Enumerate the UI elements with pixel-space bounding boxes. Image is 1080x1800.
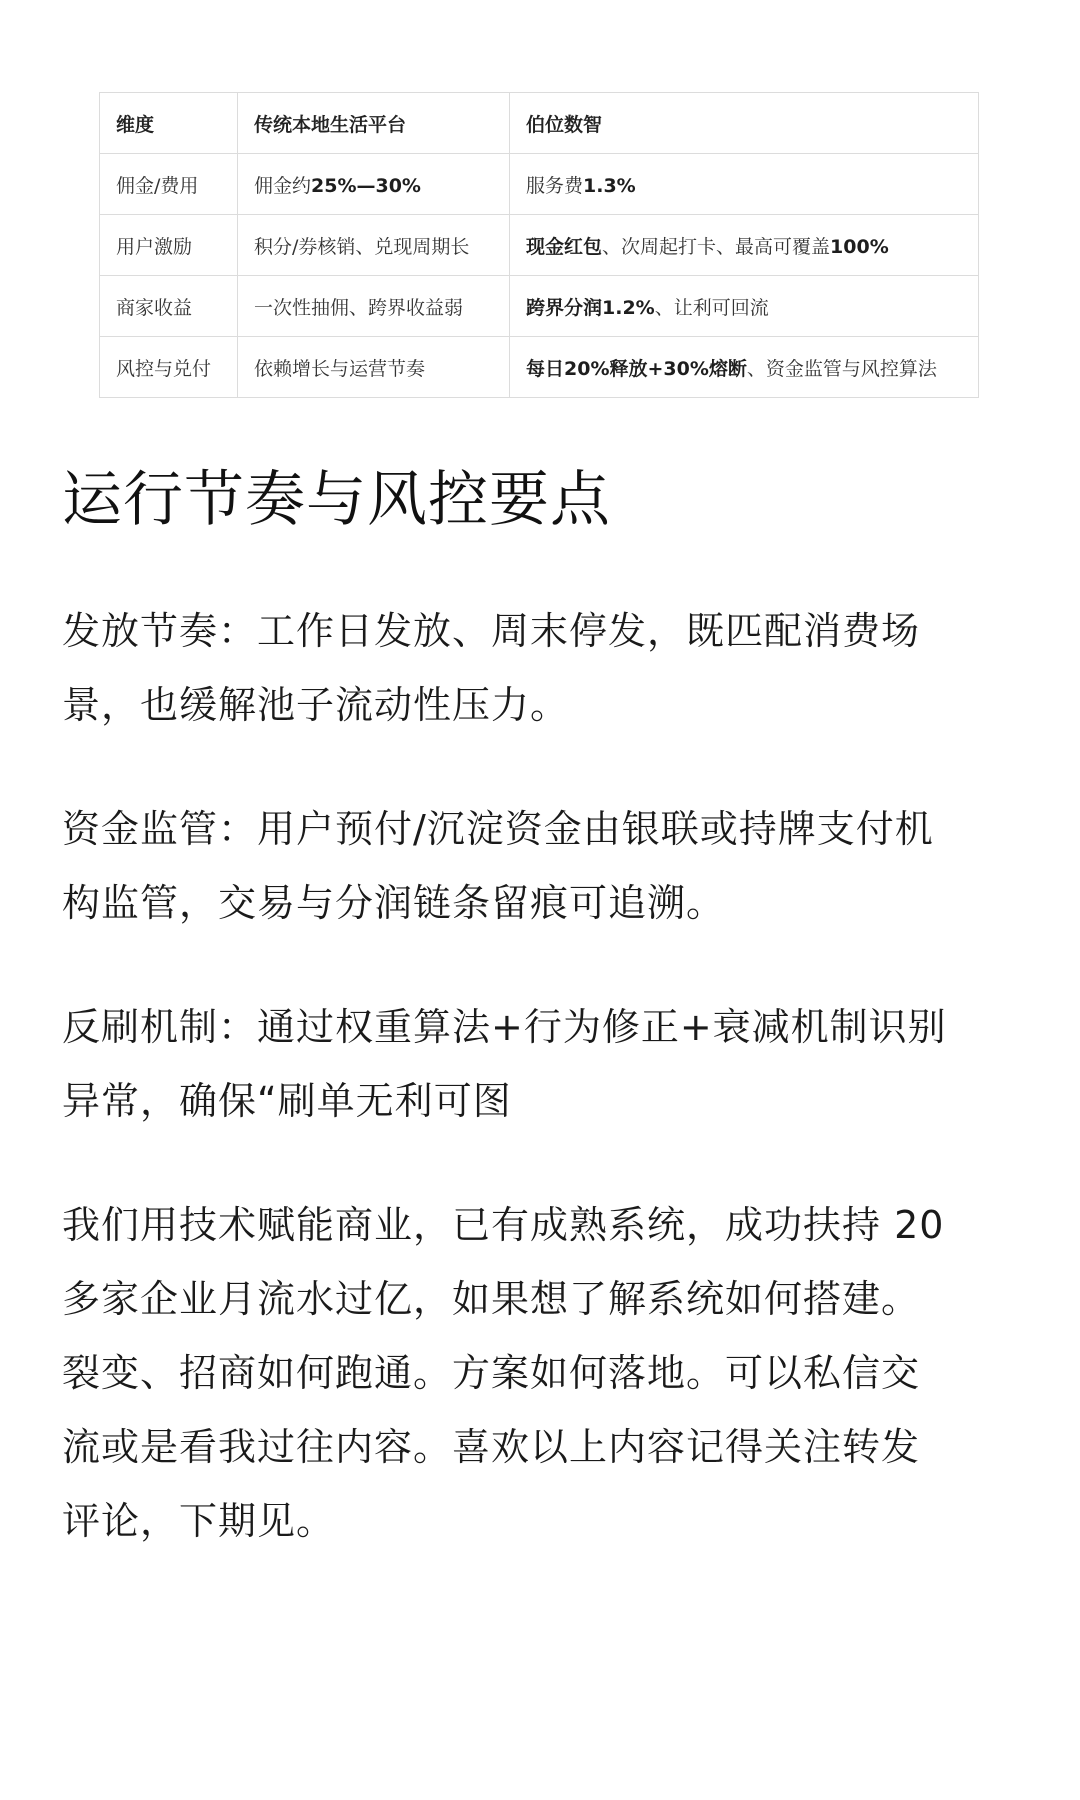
cell-bowei: 服务费1.3% bbox=[510, 154, 979, 215]
cell-dimension: 风控与兑付 bbox=[100, 337, 238, 398]
cell-dimension: 佣金/费用 bbox=[100, 154, 238, 215]
paragraph-line: 构监管，交易与分润链条留痕可追溯。 bbox=[62, 881, 726, 925]
header-bowei: 伯位数智 bbox=[510, 93, 979, 154]
comparison-table-image bbox=[99, 92, 978, 398]
cell-traditional: 一次性抽佣、跨界收益弱 bbox=[238, 276, 510, 337]
paragraph-line: 评论，下期见。 bbox=[62, 1499, 336, 1543]
paragraph-line: 流或是看我过往内容。喜欢以上内容记得关注转发 bbox=[62, 1425, 921, 1469]
cell-dimension: 用户激励 bbox=[100, 215, 238, 276]
paragraph-anti-fraud bbox=[62, 990, 1030, 1138]
paragraph-release-rhythm bbox=[62, 594, 1030, 742]
comparison-table bbox=[99, 92, 979, 398]
cell-traditional: 佣金约25%—30% bbox=[238, 154, 510, 215]
paragraph-line: 异常，确保“刷单无利可图 bbox=[62, 1079, 512, 1123]
paragraph-closing bbox=[62, 1188, 1030, 1558]
cell-dimension: 商家收益 bbox=[100, 276, 238, 337]
header-traditional-platform: 传统本地生活平台 bbox=[238, 93, 510, 154]
paragraph-line: 我们用技术赋能商业，已有成熟系统，成功扶持 20 bbox=[62, 1203, 945, 1247]
paragraph-fund-supervision bbox=[62, 792, 1030, 940]
cell-traditional: 积分/券核销、兑现周期长 bbox=[238, 215, 510, 276]
table-row bbox=[100, 337, 979, 398]
paragraph-line: 反刷机制：通过权重算法+行为修正+衰减机制识别 bbox=[62, 1005, 947, 1049]
cell-bowei: 跨界分润1.2%、让利可回流 bbox=[510, 276, 979, 337]
table-header-row bbox=[100, 93, 979, 154]
cell-bowei: 每日20%释放+30%熔断、资金监管与风控算法 bbox=[510, 337, 979, 398]
paragraph-line: 裂变、招商如何跑通。方案如何落地。可以私信交 bbox=[62, 1351, 921, 1395]
cell-traditional: 依赖增长与运营节奏 bbox=[238, 337, 510, 398]
paragraph-line: 资金监管：用户预付/沉淀资金由银联或持牌支付机 bbox=[62, 807, 934, 851]
table-row bbox=[100, 215, 979, 276]
section-title: 运行节奏与风控要点 bbox=[62, 465, 611, 535]
header-dimension: 维度 bbox=[100, 93, 238, 154]
paragraph-line: 多家企业月流水过亿，如果想了解系统如何搭建。 bbox=[62, 1277, 921, 1321]
cell-bowei: 现金红包、次周起打卡、最高可覆盖100% bbox=[510, 215, 979, 276]
table-row bbox=[100, 276, 979, 337]
paragraph-line: 景，也缓解池子流动性压力。 bbox=[62, 683, 570, 727]
paragraph-line: 发放节奏：工作日发放、周末停发，既匹配消费场 bbox=[62, 609, 921, 653]
table-row bbox=[100, 154, 979, 215]
